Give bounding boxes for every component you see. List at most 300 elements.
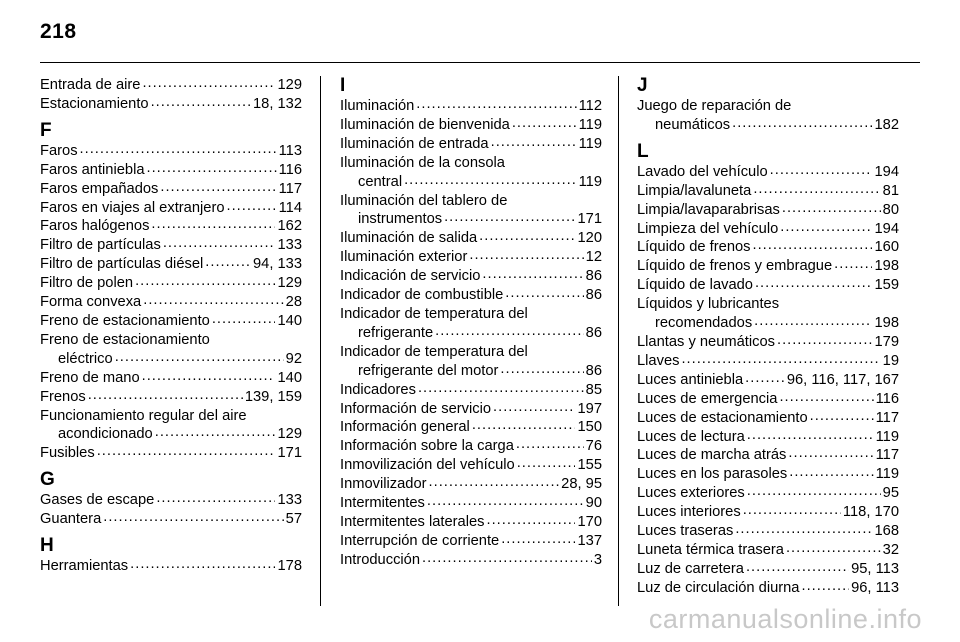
dot-leader — [155, 425, 276, 444]
entry-pages: 194 — [874, 163, 899, 180]
dot-leader — [444, 210, 575, 229]
index-entry — [40, 199, 302, 218]
entry-text: Iluminación — [340, 98, 415, 114]
dot-leader — [479, 229, 575, 248]
entry-text: Luces de estacionamiento — [637, 409, 808, 426]
entry-text: Intermitentes laterales — [340, 513, 485, 530]
dot-leader — [493, 400, 575, 419]
entry-pages: 80 — [882, 201, 899, 218]
index-column-3 — [637, 76, 899, 598]
entry-text: neumáticos — [655, 116, 731, 133]
dot-leader — [779, 390, 873, 409]
entry-pages: 92 — [285, 350, 302, 367]
dot-leader — [142, 76, 275, 95]
entry-text: Luces antiniebla — [637, 371, 744, 388]
entry-row — [637, 201, 899, 220]
entry-row — [340, 97, 602, 116]
entry-text: Entrada de aire — [40, 77, 141, 93]
index-entry — [637, 201, 899, 220]
dot-leader — [834, 257, 872, 276]
dot-leader — [472, 418, 576, 437]
entry-row — [637, 182, 899, 201]
dot-leader — [782, 201, 881, 220]
entry-text: Líquido de lavado — [637, 277, 753, 294]
entry-row — [637, 314, 899, 333]
entry-pages: 18, 132 — [252, 95, 302, 112]
entry-pages: 197 — [577, 400, 602, 417]
entry-pages: 140 — [277, 369, 302, 386]
index-entry — [637, 390, 899, 409]
entry-pages: 120 — [577, 230, 602, 247]
dot-leader — [777, 333, 873, 352]
index-entry — [340, 305, 602, 343]
entry-pages: 90 — [585, 495, 602, 512]
entry-row — [40, 255, 302, 274]
entry-row — [340, 381, 602, 400]
entry-text: Faros — [40, 142, 78, 159]
entry-text: Filtro de polen — [40, 275, 134, 292]
entry-row — [40, 491, 302, 510]
dot-leader — [786, 541, 881, 560]
entry-pages: 117 — [875, 409, 899, 426]
entry-text-line: Iluminación de la consola — [340, 154, 505, 171]
entry-text: Limpia/lavaluneta — [637, 182, 752, 199]
entry-row — [40, 444, 302, 463]
entry-pages: 194 — [874, 220, 899, 237]
entry-text: Luz de carretera — [637, 560, 744, 577]
dot-leader — [505, 286, 583, 305]
entry-row — [340, 135, 602, 154]
entry-text: Limpia/lavaparabrisas — [637, 201, 780, 218]
entry-row — [340, 513, 602, 532]
entry-row — [40, 425, 302, 444]
entry-row — [340, 475, 602, 494]
entry-text: Faros antiniebla — [40, 161, 145, 178]
index-entry — [40, 331, 302, 369]
entry-text: Interrupción de corriente — [340, 532, 500, 549]
dot-leader — [746, 560, 849, 579]
entry-pages: 86 — [585, 268, 602, 285]
dot-leader — [735, 522, 872, 541]
entry-row — [637, 238, 899, 257]
dot-leader — [745, 371, 785, 390]
entry-pages: 119 — [578, 116, 602, 133]
dot-leader — [418, 381, 584, 400]
index-entry — [340, 494, 602, 513]
entry-pages: 12 — [585, 249, 602, 266]
section-letter: F — [40, 119, 52, 141]
dot-leader — [753, 238, 873, 257]
entry-pages: 86 — [585, 324, 602, 341]
entry-text: central — [358, 173, 403, 190]
index-entry — [340, 456, 602, 475]
entry-pages: 86 — [585, 362, 602, 379]
entry-text: Luces de emergencia — [637, 390, 778, 407]
entry-pages: 133 — [277, 492, 302, 509]
entry-row — [637, 560, 899, 579]
index-entry — [40, 217, 302, 236]
dot-leader — [755, 276, 873, 295]
entry-row — [40, 312, 302, 331]
index-entry — [340, 97, 602, 116]
entry-pages: 119 — [875, 466, 899, 483]
entry-row — [40, 199, 302, 218]
entry-row — [637, 352, 899, 371]
dot-leader — [404, 173, 576, 192]
entry-text: Llantas y neumáticos — [637, 333, 775, 350]
dot-leader — [80, 142, 277, 161]
dot-leader — [227, 199, 277, 218]
entry-text: Líquido de frenos — [637, 239, 751, 256]
index-entry — [340, 381, 602, 400]
index-entry — [637, 333, 899, 352]
entry-text: recomendados — [655, 315, 753, 332]
dot-leader — [810, 409, 874, 428]
entry-text-line: Funcionamiento regular del aire — [40, 407, 247, 424]
entry-pages: 129 — [277, 426, 302, 443]
entry-pages: 129 — [277, 77, 302, 93]
entry-pages: 140 — [277, 312, 302, 329]
entry-text: Luces de lectura — [637, 428, 745, 445]
dot-leader — [753, 182, 880, 201]
index-entry — [340, 286, 602, 305]
entry-row — [637, 579, 899, 598]
index-entry — [637, 163, 899, 182]
entry-pages: 198 — [874, 258, 899, 275]
index-entry — [637, 484, 899, 503]
index-entry — [40, 255, 302, 274]
index-entry — [340, 267, 602, 286]
index-entry — [340, 475, 602, 494]
dot-leader — [205, 255, 251, 274]
entry-row — [637, 465, 899, 484]
dot-leader — [754, 314, 872, 333]
entry-row — [340, 437, 602, 456]
entry-text: Limpieza del vehículo — [637, 220, 779, 237]
index-entry — [340, 400, 602, 419]
dot-leader — [422, 551, 592, 570]
index-entry — [637, 428, 899, 447]
entry-text: acondicionado — [58, 426, 153, 443]
entry-row — [637, 257, 899, 276]
entry-row — [340, 362, 602, 381]
index-entry — [40, 407, 302, 445]
entry-text: Información general — [340, 419, 470, 436]
entry-row — [637, 522, 899, 541]
entry-row — [40, 161, 302, 180]
entry-row — [637, 409, 899, 428]
entry-text: Faros empañados — [40, 180, 159, 197]
entry-row — [40, 76, 302, 95]
entry-pages: 112 — [578, 98, 602, 114]
index-entry — [340, 154, 602, 192]
entry-text: Luces en los parasoles — [637, 466, 788, 483]
entry-row — [637, 220, 899, 239]
entry-pages: 57 — [285, 511, 302, 528]
index-entry — [40, 142, 302, 161]
dot-leader — [156, 491, 275, 510]
dot-leader — [429, 475, 560, 494]
entry-row — [40, 217, 302, 236]
dot-leader — [743, 503, 841, 522]
entry-row — [340, 173, 602, 192]
entry-text: Fusibles — [40, 445, 95, 462]
entry-text: Forma convexa — [40, 294, 142, 311]
entry-row — [40, 293, 302, 312]
dot-leader — [516, 437, 584, 456]
header-rule — [40, 62, 920, 63]
index-entry — [637, 465, 899, 484]
index-entry — [637, 276, 899, 295]
index-entry — [340, 135, 602, 154]
entry-row — [637, 333, 899, 352]
dot-leader — [151, 217, 275, 236]
index-entry — [340, 248, 602, 267]
entry-text-line: Freno de estacionamiento — [40, 331, 210, 348]
entry-row — [637, 484, 899, 503]
entry-row — [340, 324, 602, 343]
entry-pages: 150 — [577, 419, 602, 436]
entry-pages: 114 — [278, 199, 302, 216]
entry-text: Iluminación de bienvenida — [340, 116, 510, 133]
entry-pages: 86 — [585, 287, 602, 304]
entry-row — [340, 267, 602, 286]
dot-leader — [435, 324, 584, 343]
index-entry — [40, 236, 302, 255]
index-entry — [340, 513, 602, 532]
entry-text: Indicadores — [340, 381, 416, 398]
entry-text-line: Indicador de temperatura del — [340, 305, 528, 322]
dot-leader — [103, 510, 283, 529]
dot-leader — [747, 428, 874, 447]
entry-pages: 28 — [285, 294, 302, 311]
entry-row — [40, 388, 302, 407]
entry-text: instrumentos — [358, 211, 443, 228]
dot-leader — [212, 312, 276, 331]
index-entry — [637, 560, 899, 579]
entry-pages: 19 — [882, 352, 899, 369]
entry-pages: 182 — [874, 116, 899, 133]
entry-pages: 116 — [875, 390, 899, 407]
index-entry — [637, 257, 899, 276]
dot-leader — [512, 116, 577, 135]
entry-text: Luces de marcha atrás — [637, 447, 787, 464]
entry-pages: 95 — [882, 485, 899, 502]
entry-pages: 178 — [277, 558, 302, 575]
entry-text: Freno de estacionamiento — [40, 312, 210, 329]
section-letter: I — [340, 75, 346, 96]
entry-pages: 81 — [882, 182, 899, 199]
index-entry — [637, 352, 899, 371]
entry-row — [637, 116, 899, 135]
index-entry — [40, 444, 302, 463]
dot-leader — [789, 465, 873, 484]
entry-text: Gases de escape — [40, 492, 155, 509]
dot-leader — [147, 161, 277, 180]
entry-row — [637, 428, 899, 447]
entry-text: Inmovilizador — [340, 476, 427, 493]
entry-pages: 159 — [874, 277, 899, 294]
section-letter: G — [40, 469, 55, 491]
page-number: 218 — [40, 20, 77, 43]
entry-row — [340, 400, 602, 419]
index-entry — [40, 557, 302, 576]
entry-pages: 129 — [277, 275, 302, 292]
entry-pages: 137 — [577, 532, 602, 549]
entry-row — [40, 142, 302, 161]
entry-text-line: Líquidos y lubricantes — [637, 296, 780, 313]
entry-row — [40, 557, 302, 576]
index-entry — [40, 388, 302, 407]
column-divider — [618, 76, 619, 606]
entry-pages: 170 — [577, 513, 602, 530]
index-column-1 — [40, 76, 302, 576]
entry-pages: 85 — [585, 381, 602, 398]
index-entry — [637, 522, 899, 541]
index-entry — [637, 579, 899, 598]
dot-leader — [517, 456, 576, 475]
entry-text: Información sobre la carga — [340, 438, 514, 455]
entry-row — [40, 510, 302, 529]
dot-leader — [482, 267, 583, 286]
entry-pages: 155 — [577, 457, 602, 474]
section-letter: J — [637, 75, 648, 96]
dot-leader — [130, 557, 275, 576]
dot-leader — [732, 116, 872, 135]
entry-row — [340, 116, 602, 135]
dot-leader — [163, 236, 276, 255]
entry-pages: 139, 159 — [244, 388, 302, 405]
index-entry — [40, 491, 302, 510]
entry-text: Luces interiores — [637, 504, 741, 521]
entry-pages: 171 — [277, 445, 302, 462]
index-entry — [637, 295, 899, 333]
entry-pages: 96, 113 — [851, 579, 899, 596]
entry-pages: 28, 95 — [561, 476, 602, 493]
entry-text: Frenos — [40, 388, 86, 405]
entry-pages: 162 — [277, 218, 302, 235]
section-letter: H — [40, 535, 54, 557]
entry-pages: 117 — [278, 180, 302, 197]
entry-text: Iluminación de salida — [340, 230, 478, 247]
entry-text: Filtro de partículas — [40, 237, 161, 254]
entry-row — [40, 236, 302, 255]
index-entry — [637, 220, 899, 239]
dot-leader — [500, 362, 583, 381]
dot-leader — [788, 446, 873, 465]
entry-text: Indicación de servicio — [340, 268, 481, 285]
index-entry — [340, 343, 602, 381]
dot-leader — [88, 388, 243, 407]
entry-text: Faros halógenos — [40, 218, 150, 235]
entry-text: Lavado del vehículo — [637, 163, 768, 180]
entry-pages: 133 — [277, 237, 302, 254]
index-column-2 — [340, 76, 602, 570]
entry-row — [340, 286, 602, 305]
entry-pages: 3 — [593, 551, 602, 568]
entry-text: Luces exteriores — [637, 485, 745, 502]
index-entry — [40, 369, 302, 388]
entry-text: Llaves — [637, 352, 680, 369]
index-entry — [40, 180, 302, 199]
entry-row — [637, 446, 899, 465]
entry-pages: 32 — [882, 541, 899, 558]
entry-text: Filtro de partículas diésel — [40, 256, 204, 273]
dot-leader — [143, 293, 283, 312]
index-entry — [637, 409, 899, 428]
entry-pages: 113 — [278, 142, 302, 159]
entry-pages: 96, 116, 117, 167 — [786, 371, 899, 388]
entry-pages: 119 — [578, 135, 602, 152]
entry-text: Iluminación exterior — [340, 249, 468, 266]
dot-leader — [97, 444, 276, 463]
entry-pages: 94, 133 — [252, 256, 302, 273]
dot-leader — [681, 352, 880, 371]
dot-leader — [469, 248, 583, 267]
entry-pages: 118, 170 — [842, 504, 899, 521]
index-entry — [340, 532, 602, 551]
dot-leader — [501, 532, 575, 551]
entry-text: Líquido de frenos y embrague — [637, 258, 833, 275]
entry-row — [637, 541, 899, 560]
entry-row — [340, 210, 602, 229]
dot-leader — [427, 494, 584, 513]
dot-leader — [487, 513, 576, 532]
index-entry — [637, 371, 899, 390]
entry-text: Herramientas — [40, 558, 129, 575]
entry-row — [340, 456, 602, 475]
dot-leader — [780, 220, 872, 239]
dot-leader — [747, 484, 881, 503]
entry-text: Intermitentes — [340, 495, 425, 512]
index-entry — [637, 503, 899, 522]
dot-leader — [770, 163, 873, 182]
entry-pages: 116 — [278, 161, 302, 178]
entry-row — [637, 163, 899, 182]
entry-pages: 117 — [875, 447, 899, 464]
entry-text: Indicador de combustible — [340, 287, 504, 304]
entry-pages: 95, 113 — [851, 560, 899, 577]
entry-row — [637, 371, 899, 390]
index-entry — [40, 161, 302, 180]
entry-text: refrigerante del motor — [358, 362, 499, 379]
entry-pages: 198 — [874, 315, 899, 332]
entry-row — [637, 503, 899, 522]
entry-pages: 119 — [578, 173, 602, 190]
entry-row — [340, 551, 602, 570]
index-entry — [637, 238, 899, 257]
dot-leader — [160, 180, 276, 199]
entry-text: Estacionamiento — [40, 95, 149, 112]
entry-text: eléctrico — [58, 350, 113, 367]
entry-row — [340, 229, 602, 248]
index-entry — [637, 541, 899, 560]
dot-leader — [142, 369, 276, 388]
entry-text: refrigerante — [358, 324, 434, 341]
entry-row — [340, 418, 602, 437]
index-entry — [40, 312, 302, 331]
entry-text: Luces traseras — [637, 523, 734, 540]
entry-pages: 171 — [577, 211, 602, 228]
index-entry — [340, 192, 602, 230]
entry-text: Iluminación de entrada — [340, 135, 489, 152]
dot-leader — [801, 579, 849, 598]
index-entry — [340, 229, 602, 248]
entry-row — [40, 180, 302, 199]
dot-leader — [416, 97, 576, 116]
entry-row — [340, 494, 602, 513]
dot-leader — [135, 274, 275, 293]
